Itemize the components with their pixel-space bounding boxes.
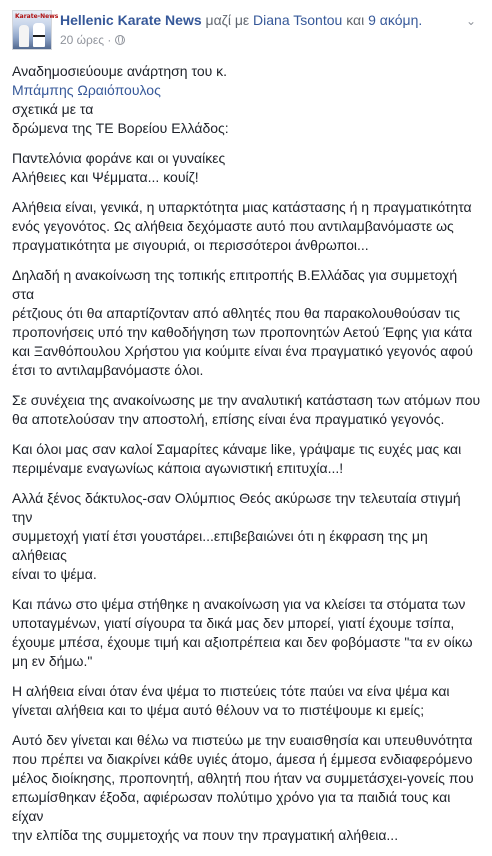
p9-line-3: επωμίσθηκαν έξοδα, αφιέρωσαν πολύτιμο χρόνο για τα παιδιά τους και είχαν bbox=[12, 789, 451, 824]
post-meta bbox=[60, 32, 125, 48]
p7-line-2: έχουμε μπέσα, έχουμε τιμή και αξιοπρέπεια και δεν φοβόμαστε "τα εν οίκω bbox=[12, 634, 473, 650]
p3-line-4: έτσι το αντιλαμβανόμαστε όλοι. bbox=[12, 362, 204, 378]
post-body bbox=[12, 62, 482, 856]
p6-line-1: συμμετοχή γιατί έτσι γουστάρει...επιβεβαιώνει ότι η έκφραση της μη αλήθειας bbox=[12, 528, 428, 563]
p7-line-0: Και πάνω στο ψέμα στήθηκε η ανακοίνωση για να κλείσει τα στόματα των bbox=[12, 596, 466, 612]
intro-before: Αναδημοσιεύουμε ανάρτηση του κ. bbox=[12, 63, 228, 79]
p2-line-2: πραγματικότητα με σιγουριά, οι περισσότεροι άνθρωποι... bbox=[12, 237, 369, 253]
paragraph-1 bbox=[12, 149, 482, 187]
avatar-label: Karate-News bbox=[15, 13, 59, 20]
globe-icon[interactable] bbox=[115, 35, 125, 45]
p1-line-0: Παντελόνια φοράνε και οι γυναίκες bbox=[12, 150, 226, 166]
p6-line-2: είναι το ψέμα. bbox=[12, 566, 97, 582]
p2-line-1: ενός γεγονότος. Ως αλήθεια δεχόμαστε αυτό που αντιλαμβανόμαστε ως bbox=[12, 218, 454, 234]
p9-line-0: Αυτό δεν γίνεται και θέλω να πιστεύω με την ευαισθησία και υπευθυνότητα bbox=[12, 732, 473, 748]
p2-line-0: Αλήθεια είναι, γενικά, η υπαρκτότητα μιας κατάστασης ή η πραγματικότητα bbox=[12, 199, 472, 215]
paragraph-7 bbox=[12, 595, 482, 671]
post-header bbox=[12, 10, 482, 52]
p9-line-1: που πρέπει να διακρίνει κάθε υγιές άτομο, άμεσα ή έμμεσα ενδιαφερόμενο bbox=[12, 751, 473, 767]
p4-line-0: Σε συνέχεια της ανακοίνωσης με την αναλυτική κατάσταση των ατόμων που bbox=[12, 392, 481, 408]
avatar-belt bbox=[33, 35, 45, 37]
avatar-figure-left bbox=[19, 25, 29, 47]
tagged-person-link[interactable]: Diana Tsontou bbox=[253, 12, 343, 28]
p8-line-1: γίνεται αλήθεια και το ψέμα αυτό θέλουν να το πιστέψουμε κι εμείς; bbox=[12, 702, 425, 718]
page-avatar[interactable] bbox=[12, 10, 59, 50]
paragraph-8 bbox=[12, 682, 482, 720]
intro-after: σχετικά με τα bbox=[12, 101, 94, 117]
paragraph-3 bbox=[12, 266, 482, 380]
p8-line-0: Η αλήθεια είναι όταν ένα ψέμα το πιστεύεις τότε παύει να είνα ψέμα και bbox=[12, 683, 450, 699]
paragraph-2 bbox=[12, 198, 482, 255]
intro-line-1 bbox=[12, 62, 482, 119]
timestamp-link[interactable]: 20 ώρες bbox=[60, 33, 105, 47]
p3-line-2: προπονήσεις υπό την καθοδήγηση των προπονητών Αετού Έφης για κάτα bbox=[12, 324, 473, 340]
with-text: μαζί με bbox=[205, 12, 250, 28]
p1-line-1: Αλήθειες και Ψέμματα... κουίζ! bbox=[12, 169, 199, 185]
others-link[interactable]: 9 ακόμη. bbox=[368, 12, 423, 28]
p7-line-3: μη εν δήμω." bbox=[12, 653, 93, 669]
p3-line-3: και Ξανθόπουλου Χρήστου για κούμιτε είναι ένα πραγματικό γεγονός αφού bbox=[12, 343, 473, 359]
page-name-link[interactable]: Hellenic Karate News bbox=[60, 12, 202, 28]
p3-line-1: ρέτζιους ότι θα απαρτίζονταν από αθλητές που θα παρακολουθούσαν τις bbox=[12, 305, 461, 321]
paragraph-5 bbox=[12, 440, 482, 478]
meta-separator: · bbox=[107, 33, 112, 47]
p6-line-0: Αλλά ξένος δάκτυλος-σαν Ολύμπιος Θεός ακύρωσε την τελευταία στιγμή την bbox=[12, 490, 461, 525]
p3-line-0: Δηλαδή η ανακοίνωση της τοπικής επιτροπής Β.Ελλάδας για συμμετοχή στα bbox=[12, 267, 458, 302]
p9-line-2: μέλος διοίκησης, προπονητή, αθλητή που ήταν να συμμετάσχει-γονείς που bbox=[12, 770, 474, 786]
p5-line-0: Και όλοι μας σαν καλοί Σαμαρίτες κάναμε like, γράψαμε τις ευχές μας και bbox=[12, 441, 462, 457]
paragraph-4 bbox=[12, 391, 482, 429]
author-link[interactable]: Μπάμπης Ωραιόπουλος bbox=[12, 82, 161, 98]
paragraph-6 bbox=[12, 489, 482, 584]
intro-line-2: δρώμενα της ΤΕ Βορείου Ελλάδος: bbox=[12, 120, 229, 136]
and-text: και bbox=[346, 12, 365, 28]
p9-line-4: την ελπίδα της συμμετοχής να πουν την πραγματική αλήθεια... bbox=[12, 827, 399, 843]
paragraph-9 bbox=[12, 731, 482, 845]
chevron-down-icon[interactable]: ⌄ bbox=[465, 14, 477, 28]
intro-paragraph bbox=[12, 62, 482, 138]
p4-line-1: θα αποτελούσαν την αποστολή, επίσης είναι ένα πραγματικό γεγονός. bbox=[12, 411, 445, 427]
post-title-line bbox=[60, 11, 422, 29]
p5-line-1: περιμέναμε εναγωνίως κάποια αγωνιστική επιτυχία...! bbox=[12, 460, 344, 476]
p7-line-1: υποταγμένων, γιατί σίγουρα τα δικά μας δεν μπορεί, γιατί έχουμε τσίπα, bbox=[12, 615, 455, 631]
